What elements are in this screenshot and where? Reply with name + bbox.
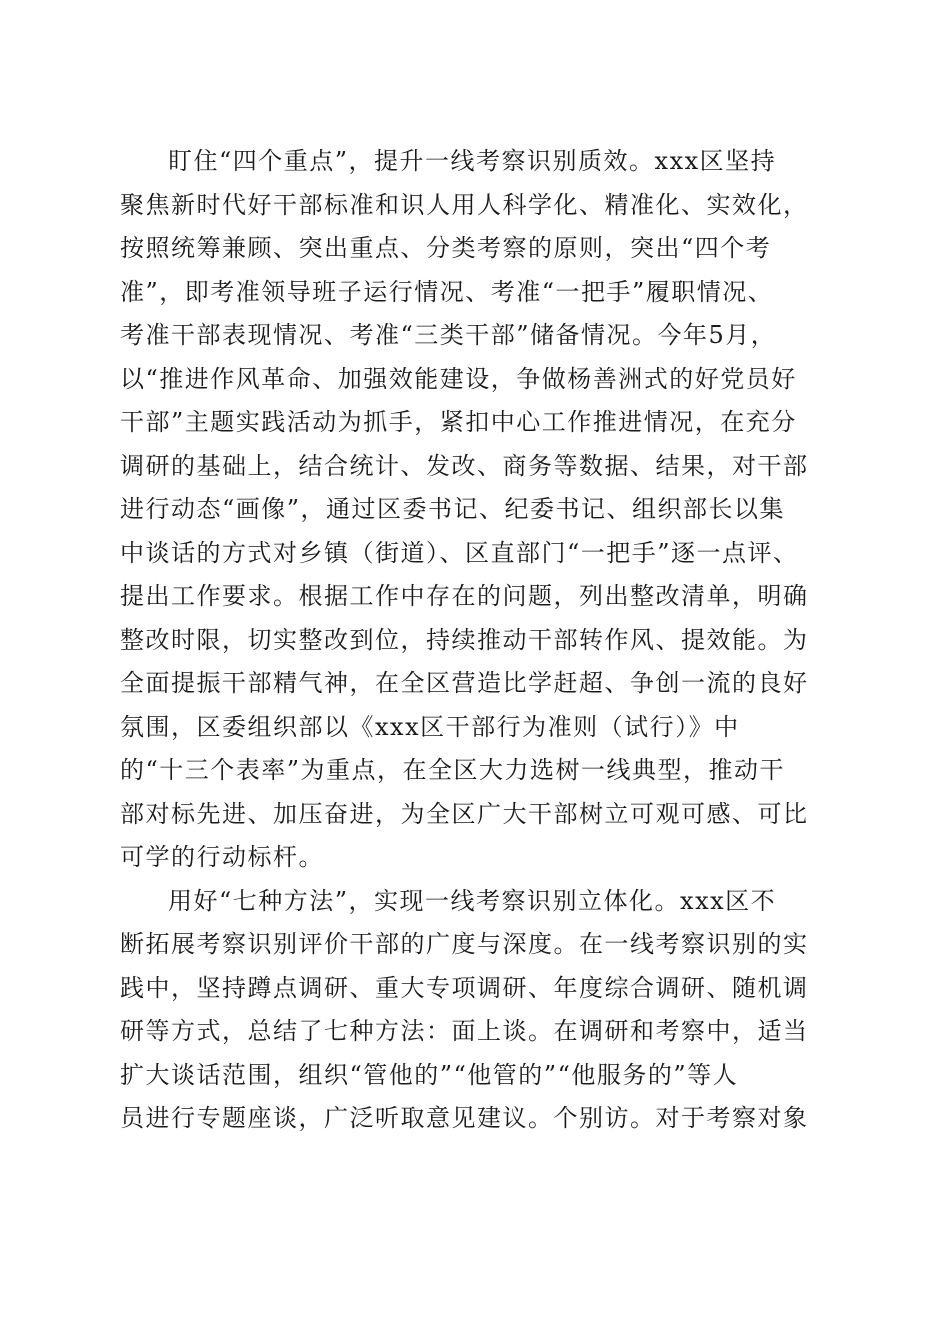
text-line: 准”，即考准领导班子运行情况、考准“一把手”履职情况、	[120, 277, 774, 306]
text-line: 整改时限，切实整改到位，持续推动干部转作风、提效能。为	[120, 625, 809, 654]
text-line: 盯住“四个重点”，提升一线考察识别质效。xxx区坚持	[168, 147, 777, 175]
text-line: 用好“七种方法”，实现一线考察识别立体化。xxx区不	[168, 886, 777, 915]
text-line: 部对标先进、加压奋进，为全区广大干部树立可观可感、可比	[120, 799, 809, 828]
text-line: 的“十三个表率”为重点，在全区大力选树一线典型，推动干	[120, 756, 786, 784]
text-line: 进行动态“画像”，通过区委书记、纪委书记、组织部长以集	[120, 495, 786, 523]
text-line: 提出工作要求。根据工作中存在的问题，列出整改清单，明确	[120, 582, 809, 610]
text-line: 氛围，区委组织部以《xxx区干部行为准则（试行）》中	[120, 712, 740, 741]
text-line: 研等方式，总结了七种方法：面上谈。在调研和考察中，适当	[120, 1017, 809, 1045]
paragraph-1	[120, 140, 832, 880]
text-line: 断拓展考察识别评价干部的广度与深度。在一线考察识别的实	[120, 930, 809, 958]
paragraph-2	[120, 880, 832, 1141]
text-line: 聚焦新时代好干部标准和识人用人科学化、精准化、实效化，	[120, 190, 809, 219]
text-line: 以“推进作风革命、加强效能建设，争做杨善洲式的好党员好	[120, 364, 797, 393]
text-line: 扩大谈话范围，组织“管他的”“他管的”“他服务的”等人	[120, 1060, 739, 1089]
text-line: 中谈话的方式对乡镇（街道）、区直部门“一把手”逐一点评、	[120, 538, 799, 567]
text-line: 员进行专题座谈，广泛听取意见建议。个别访。对于考察对象	[120, 1104, 809, 1132]
text-line: 践中，坚持蹲点调研、重大专项调研、年度综合调研、随机调	[120, 973, 809, 1002]
text-line: 考准干部表现情况、考准“三类干部”储备情况。今年5月，	[120, 321, 777, 349]
text-line: 干部”主题实践活动为抓手，紧扣中心工作推进情况，在充分	[120, 408, 797, 436]
text-line: 调研的基础上，结合统计、发改、商务等数据、结果，对干部	[120, 451, 809, 480]
text-line: 全面提振干部精气神，在全区营造比学赶超、争创一流的良好	[120, 669, 809, 697]
text-line: 按照统筹兼顾、突出重点、分类考察的原则，突出“四个考	[120, 234, 772, 262]
text-line: 可学的行动标杆。	[120, 843, 324, 871]
document-body	[120, 140, 832, 1141]
